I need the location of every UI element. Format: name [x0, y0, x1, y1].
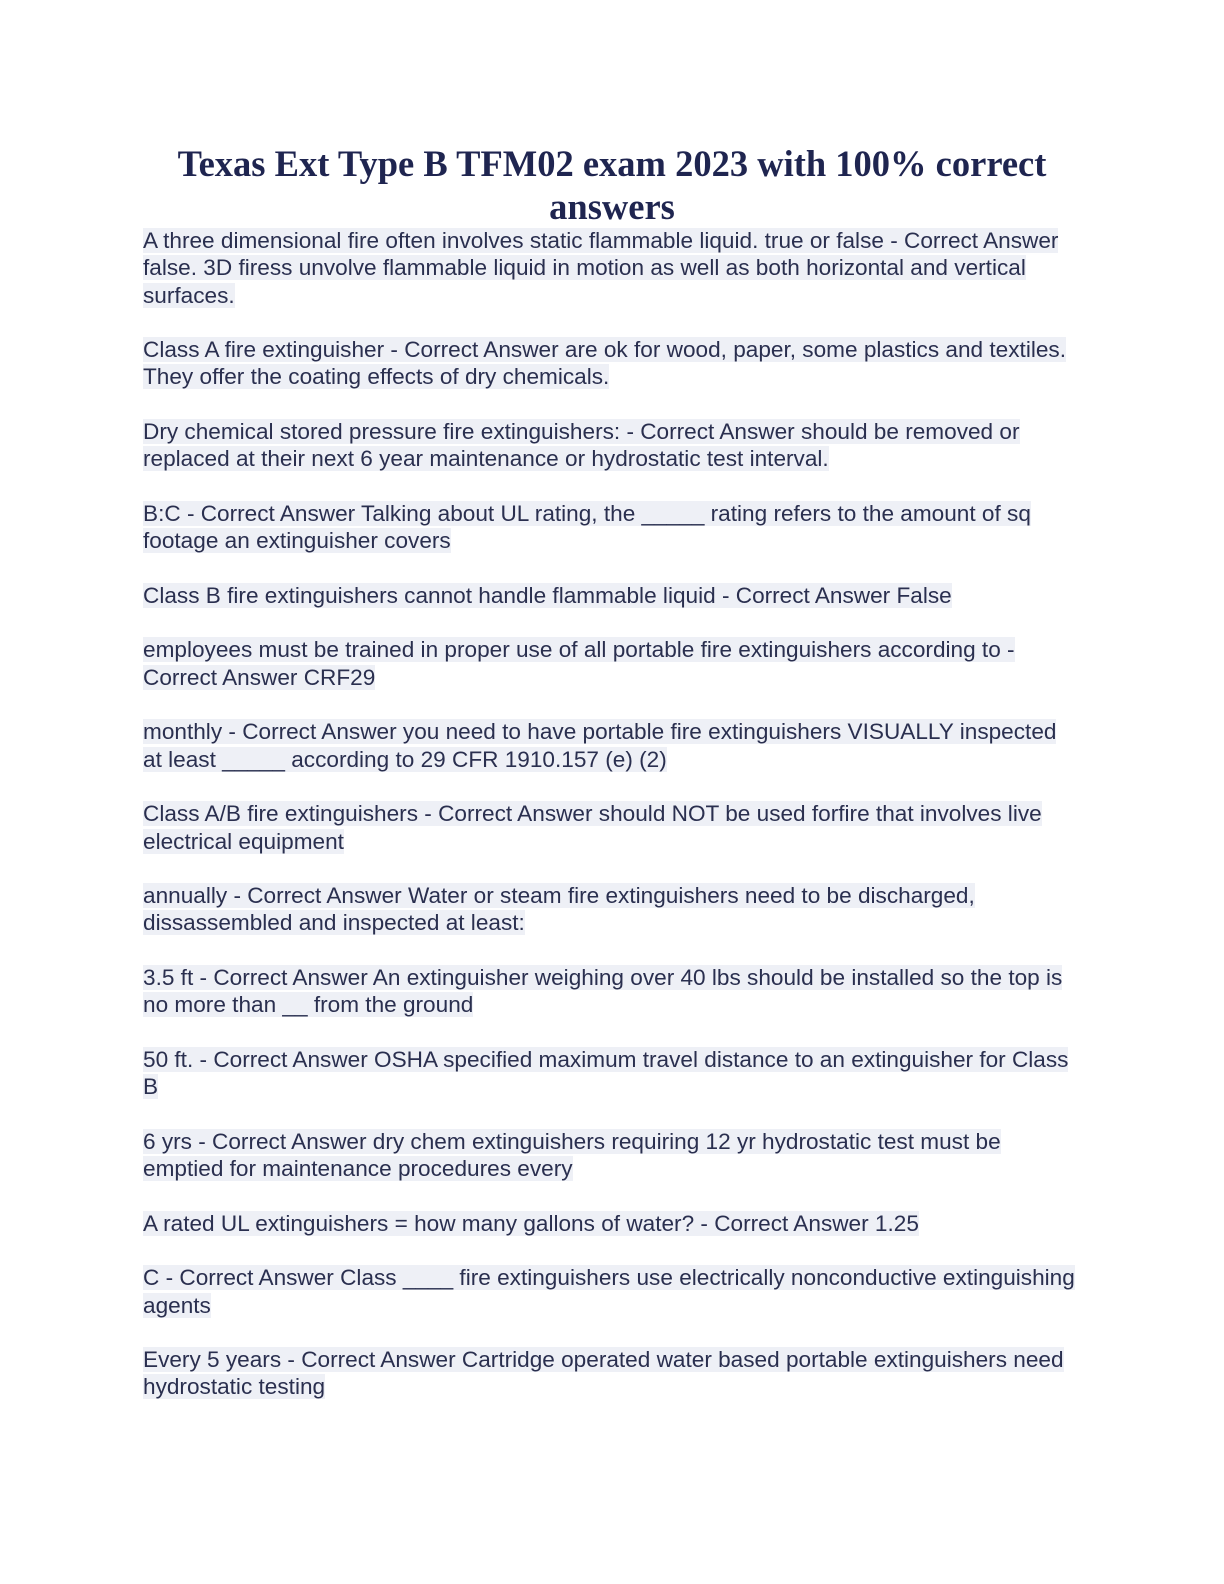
- qa-item: [143, 1210, 1078, 1237]
- qa-item-text: Class A/B fire extinguishers - Correct Answer should NOT be used forfire that involves live electrical equipment: [143, 801, 1042, 854]
- qa-item-text: Class B fire extinguishers cannot handle flammable liquid - Correct Answer False: [143, 582, 952, 608]
- qa-item-text: Dry chemical stored pressure fire extinguishers: - Correct Answer should be removed or replaced at their next 6 year maintenance or hydrostatic test interval.: [143, 419, 1020, 472]
- document-title: Texas Ext Type B TFM02 exam 2023 with 100% correct answers: [177, 143, 1047, 227]
- qa-item: [143, 1128, 1078, 1183]
- qa-item-text: Class A fire extinguisher - Correct Answer are ok for wood, paper, some plastics and textiles. They offer the coating effects of dry chemicals.: [143, 337, 1066, 390]
- qa-item: [143, 1346, 1078, 1401]
- qa-item-text: annually - Correct Answer Water or steam fire extinguishers need to be discharged, dissassembled and inspected at least:: [143, 883, 975, 936]
- qa-item-text: 3.5 ft - Correct Answer An extinguisher weighing over 40 lbs should be installed so the top is no more than __ from the ground: [143, 965, 1063, 1018]
- qa-item-text: Every 5 years - Correct Answer Cartridge operated water based portable extinguishers need hydrostatic testing: [143, 1347, 1064, 1400]
- qa-item-text: 6 yrs - Correct Answer dry chem extinguishers requiring 12 yr hydrostatic test must be emptied for maintenance procedures every: [143, 1128, 1001, 1182]
- qa-item: [143, 418, 1078, 473]
- qa-item: [143, 882, 1078, 937]
- qa-item-text: A rated UL extinguishers = how many gallons of water? - Correct Answer 1.25: [143, 1210, 919, 1236]
- qa-item: [143, 964, 1078, 1019]
- qa-list: [143, 227, 1078, 1428]
- qa-item: [143, 1046, 1078, 1101]
- qa-item-text: C - Correct Answer Class ____ fire extinguishers use electrically nonconductive extinguishing agents: [143, 1265, 1075, 1318]
- qa-item: [143, 582, 1078, 609]
- qa-item: [143, 227, 1078, 309]
- qa-item-text: 50 ft. - Correct Answer OSHA specified maximum travel distance to an extinguisher for Class B: [143, 1046, 1069, 1100]
- qa-item: [143, 800, 1078, 855]
- qa-item-text: employees must be trained in proper use of all portable fire extinguishers according to - Correct Answer CRF29: [143, 637, 1015, 690]
- qa-item: [143, 336, 1078, 391]
- qa-item: [143, 500, 1078, 555]
- qa-item: [143, 718, 1078, 773]
- qa-item-text: monthly - Correct Answer you need to have portable fire extinguishers VISUALLY inspected at least _____ according to 29 CFR 1910.157 (e) (2): [143, 719, 1057, 772]
- qa-item: [143, 1264, 1078, 1319]
- qa-item-text: B:C - Correct Answer Talking about UL rating, the _____ rating refers to the amount of sq footage an extinguisher covers: [143, 500, 1031, 554]
- qa-item: [143, 636, 1078, 691]
- qa-item-text: A three dimensional fire often involves static flammable liquid. true or false - Correct Answer false. 3D firess unvolve flammable liquid in motion as well as both horizontal and vertical surfaces.: [143, 228, 1059, 308]
